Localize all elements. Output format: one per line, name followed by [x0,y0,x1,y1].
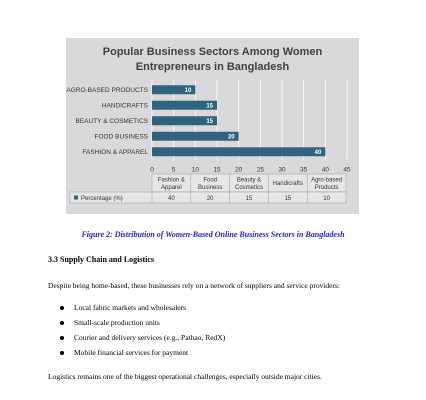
x-tick-label: 5 [171,166,176,174]
bullet-list [60,303,225,363]
figure-caption: Figure 2: Distribution of Women-Based Online Business Sectors in Bangladesh [81,230,345,239]
chart-panel [66,38,359,214]
data-label: 15 [206,103,213,110]
x-tick-label: 0 [150,166,154,174]
data-table-value: 20 [206,196,214,202]
bar [152,147,325,156]
category-label: FOOD BUSINESS [94,133,148,141]
data-table-column-header: Cosmetics [234,185,264,191]
category-label: FASHION & APPAREL [82,149,148,157]
legend-key [74,196,78,200]
x-tick-label: 35 [300,166,308,174]
data-table-value: 10 [323,196,330,202]
bullet-item: Courier and delivery services (e.g., Pathao, RedX) [60,333,225,348]
x-tick-label: 40 [321,166,329,174]
data-table-value: 15 [245,196,253,202]
legend-label: Percentage (%) [81,196,123,202]
x-tick-label: 30 [278,166,286,174]
data-table-column-header: Business [198,185,223,191]
x-tick-label: 15 [213,166,221,174]
data-table-column-header: Agro-based [311,177,343,184]
section-heading: 3.3 Supply Chain and Logistics [48,255,155,264]
x-tick-label: 20 [235,166,243,174]
chart-title-line: Entrepreneurs in Bangladesh [135,61,290,73]
chart-title-line: Popular Business Sectors Among Women [102,46,323,58]
data-table-column-header: Beauty & [236,177,262,184]
data-label: 10 [184,87,192,94]
data-table-column-header: Food [203,177,218,184]
x-tick-label: 10 [191,166,199,174]
data-table-column-header: Apparel [161,185,182,191]
x-tick-label: 25 [256,166,264,174]
data-table-value: 15 [284,196,292,202]
data-table-column-header: Handicrafts [272,181,303,187]
outro-paragraph: Logistics remains one of the biggest operational challenges, especially outside major cities. [48,372,322,381]
category-label: HANDICRAFTS [101,102,148,110]
bar [152,132,239,141]
bar-chart [66,38,359,214]
bullet-item: Small-scale production units [60,318,225,333]
intro-paragraph: Despite being home-based, these businesses rely on a network of suppliers and service providers: [48,281,341,290]
data-label: 40 [314,149,322,156]
data-table-column-header: Fashion & [157,177,185,184]
x-tick-label: 45 [343,166,351,174]
category-label: BEAUTY & COSMETICS [75,118,148,126]
data-label: 20 [227,134,235,141]
data-table-column-header: Products [314,185,339,191]
data-label: 15 [206,118,213,125]
category-label: AGRO-BASED PRODUCTS [66,87,148,95]
bullet-item: Mobile financial services for payment [60,348,225,363]
data-table-value: 40 [168,196,175,202]
bullet-item: Local fabric markets and wholesalers [60,303,225,318]
